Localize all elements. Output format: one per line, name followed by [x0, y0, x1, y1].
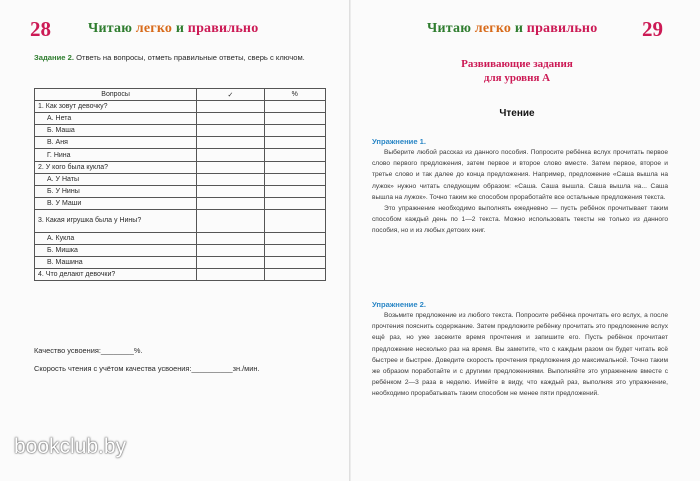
percent-cell — [264, 101, 325, 113]
table-row — [35, 161, 326, 173]
title-word: легко — [474, 21, 512, 36]
percent-cell — [264, 125, 325, 137]
section-heading — [398, 57, 636, 85]
question-cell: Б. У Нины — [35, 185, 197, 197]
question-cell: 4. Что делают девочки? — [35, 269, 197, 281]
title-word: легко — [135, 21, 173, 36]
question-cell: А. Нета — [35, 113, 197, 125]
title-word: Читаю — [88, 21, 133, 36]
check-cell — [197, 161, 264, 173]
exercise-1-label: Упражнение 1. — [372, 137, 426, 146]
column-header: ✓ — [197, 89, 264, 101]
table-row — [35, 185, 326, 197]
percent-cell — [264, 113, 325, 125]
question-cell: Б. Мишка — [35, 245, 197, 257]
percent-cell — [264, 209, 325, 232]
left-page — [0, 0, 349, 481]
check-cell — [197, 257, 264, 269]
title-word: правильно — [526, 21, 598, 36]
question-cell: 2. У кого была кукла? — [35, 161, 197, 173]
percent-cell — [264, 149, 325, 161]
table-row — [35, 209, 326, 232]
table-row — [35, 137, 326, 149]
title-word: и — [514, 21, 524, 36]
check-cell — [197, 232, 264, 244]
question-cell: А. Кукла — [35, 232, 197, 244]
watermark: bookclub.by — [14, 435, 127, 458]
check-cell — [197, 245, 264, 257]
running-title — [427, 21, 597, 37]
exercise-2-label: Упражнение 2. — [372, 300, 426, 309]
exercise-1-text — [372, 147, 668, 237]
title-word: и — [175, 21, 185, 36]
paragraph: Это упражнение необходимо выполнять ежедневно — пусть ребёнок прочитывает таким способом каждый день по 1—2 текста. Можно использовать тексты не только из данного пособия, но и из любых детских книг. — [372, 205, 668, 235]
heading-line: Развивающие задания — [461, 58, 573, 70]
table-row — [35, 257, 326, 269]
question-cell: В. У Маши — [35, 197, 197, 209]
table-row — [35, 245, 326, 257]
table-row — [35, 125, 326, 137]
percent-cell — [264, 197, 325, 209]
paragraph: Возьмите предложение из любого текста. Попросите ребёнка прочитать его вслух, а после прочтения пояснить содержание. Затем предложите ребёнку прочитать это предложение вслух ещё раз, но уже засеките время прочтения и запишите его. Пусть ребёнок прочитает предложение несколько раз на время. Вы заметите, что с каждым разом он будет читать всё быстрее и быстрее. Доведите скорость прочтения предложения до максимальной. Точно таким же образом поработайте и с другими предложениями. Выполняйте это упражнение вместе с ребёнком 2—3 раза в неделю. Имейте в виду, что каждый раз, выполняя это упражнение, необходимо прорабатывать таким способом не менее пяти предложений. — [372, 312, 668, 398]
question-cell: В. Аня — [35, 137, 197, 149]
running-title — [88, 21, 258, 37]
check-cell — [197, 137, 264, 149]
check-cell — [197, 173, 264, 185]
check-cell — [197, 125, 264, 137]
question-cell: Б. Маша — [35, 125, 197, 137]
exercise-2-text — [372, 310, 668, 400]
table-row — [35, 269, 326, 281]
column-header: Вопросы — [35, 89, 197, 101]
check-cell — [197, 101, 264, 113]
percent-cell — [264, 269, 325, 281]
question-cell: 3. Какая игрушка была у Нины? — [35, 209, 197, 232]
title-word: Читаю — [427, 21, 472, 36]
paragraph: Выберите любой рассказ из данного пособия. Попросите ребёнка вслух прочитать первое слово первого предложения, затем первое и второе слово вместе. Затем первое, второе и третье слово и так далее до конца предложения. Например, предложение «Саша вышла на лужок» нужно читать следующим образом: «Саша. Саша вышла. Саша вышла на... Саша вышла на лужок». Точно таким же способом проработайте все остальные предложения текста. — [372, 149, 668, 201]
quality-line: Качество усвоения:________%. — [34, 346, 143, 355]
table-row — [35, 113, 326, 125]
question-cell: В. Машина — [35, 257, 197, 269]
questions-table — [34, 88, 326, 281]
percent-cell — [264, 161, 325, 173]
table-row — [35, 197, 326, 209]
check-cell — [197, 197, 264, 209]
percent-cell — [264, 257, 325, 269]
page-number: 29 — [642, 17, 663, 41]
table-header-row — [35, 89, 326, 101]
subsection-title: Чтение — [499, 108, 535, 119]
heading-line: для уровня А — [483, 72, 551, 84]
check-cell — [197, 185, 264, 197]
percent-cell — [264, 185, 325, 197]
table-row — [35, 232, 326, 244]
table-row — [35, 173, 326, 185]
task-instruction — [34, 52, 334, 64]
table-row — [35, 101, 326, 113]
table-row — [35, 149, 326, 161]
check-cell — [197, 209, 264, 232]
task-text: Ответь на вопросы, отметь правильные ответы, сверь с ключом. — [76, 53, 305, 62]
percent-cell — [264, 137, 325, 149]
percent-cell — [264, 245, 325, 257]
title-word: правильно — [187, 21, 259, 36]
speed-line: Скорость чтения с учётом качества усвоения:__________зн./мин. — [34, 364, 260, 373]
task-label: Задание 2. — [34, 53, 74, 62]
question-cell: А. У Наты — [35, 173, 197, 185]
check-cell — [197, 149, 264, 161]
question-cell: 1. Как зовут девочку? — [35, 101, 197, 113]
question-cell: Г. Нина — [35, 149, 197, 161]
page-number: 28 — [30, 17, 51, 41]
percent-cell — [264, 173, 325, 185]
check-cell — [197, 113, 264, 125]
percent-cell — [264, 232, 325, 244]
check-cell — [197, 269, 264, 281]
column-header: % — [264, 89, 325, 101]
